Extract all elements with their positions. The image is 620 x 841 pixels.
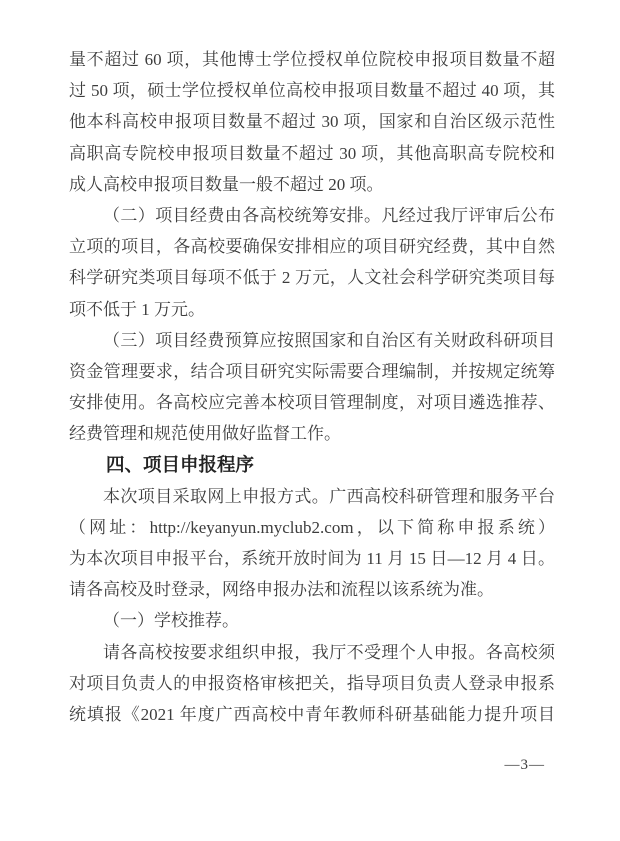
- text-line: 统填报《2021 年度广西高校中青年教师科研基础能力提升项目: [69, 704, 555, 724]
- text-line: 资金管理要求，结合项目研究实际需要合理编制，并按规定统筹: [69, 361, 555, 381]
- document-page-body: [69, 44, 555, 730]
- text-line: 请各高校按要求组织申报，我厅不受理个人申报。各高校须: [103, 642, 555, 662]
- text-line: 为本次项目申报平台，系统开放时间为 11 月 15 日—12 月 4 日。: [69, 549, 555, 568]
- text-line: 科学研究类项目每项不低于 2 万元，人文社会科学研究类项目每: [69, 268, 555, 288]
- text-line: 高职高专院校申报项目数量不超过 30 项，其他高职高专院校和: [69, 143, 555, 163]
- text-line: 量不超过 60 项，其他博士学位授权单位院校申报项目数量不超: [69, 50, 555, 69]
- text-line: 本次项目采取网上申报方式。广西高校科研管理和服务平台: [103, 486, 555, 506]
- text-line: 成人高校申报项目数量一般不超过 20 项。: [69, 174, 384, 194]
- text-line: 经费管理和规范使用做好监督工作。: [69, 424, 341, 444]
- text-line: （三）项目经费预算应按照国家和自治区有关财政科研项目: [103, 330, 555, 350]
- text-line: 安排使用。各高校应完善本校项目管理制度，对项目遴选推荐、: [69, 393, 555, 413]
- text-line: 立项的项目，各高校要确保安排相应的项目研究经费，其中自然: [69, 237, 555, 257]
- text-line: 请各高校及时登录，网络申报办法和流程以该系统为准。: [69, 580, 494, 600]
- text-line: （一）学校推荐。: [103, 611, 239, 631]
- text-line: （网址：http://keyanyun.myclub2.com，以下简称申报系统）: [69, 517, 555, 537]
- section-heading: 四、项目申报程序: [106, 454, 255, 476]
- text-line: （二）项目经费由各高校统筹安排。凡经过我厅评审后公布: [103, 205, 555, 225]
- page-number: —3—: [504, 757, 545, 773]
- text-line: 对项目负责人的申报资格审核把关，指导项目负责人登录申报系: [69, 673, 555, 693]
- text-line: 项不低于 1 万元。: [69, 299, 205, 319]
- text-line: 过 50 项，硕士学位授权单位高校申报项目数量不超过 40 项，其: [69, 81, 555, 101]
- text-line: 他本科高校申报项目数量不超过 30 项，国家和自治区级示范性: [69, 112, 555, 132]
